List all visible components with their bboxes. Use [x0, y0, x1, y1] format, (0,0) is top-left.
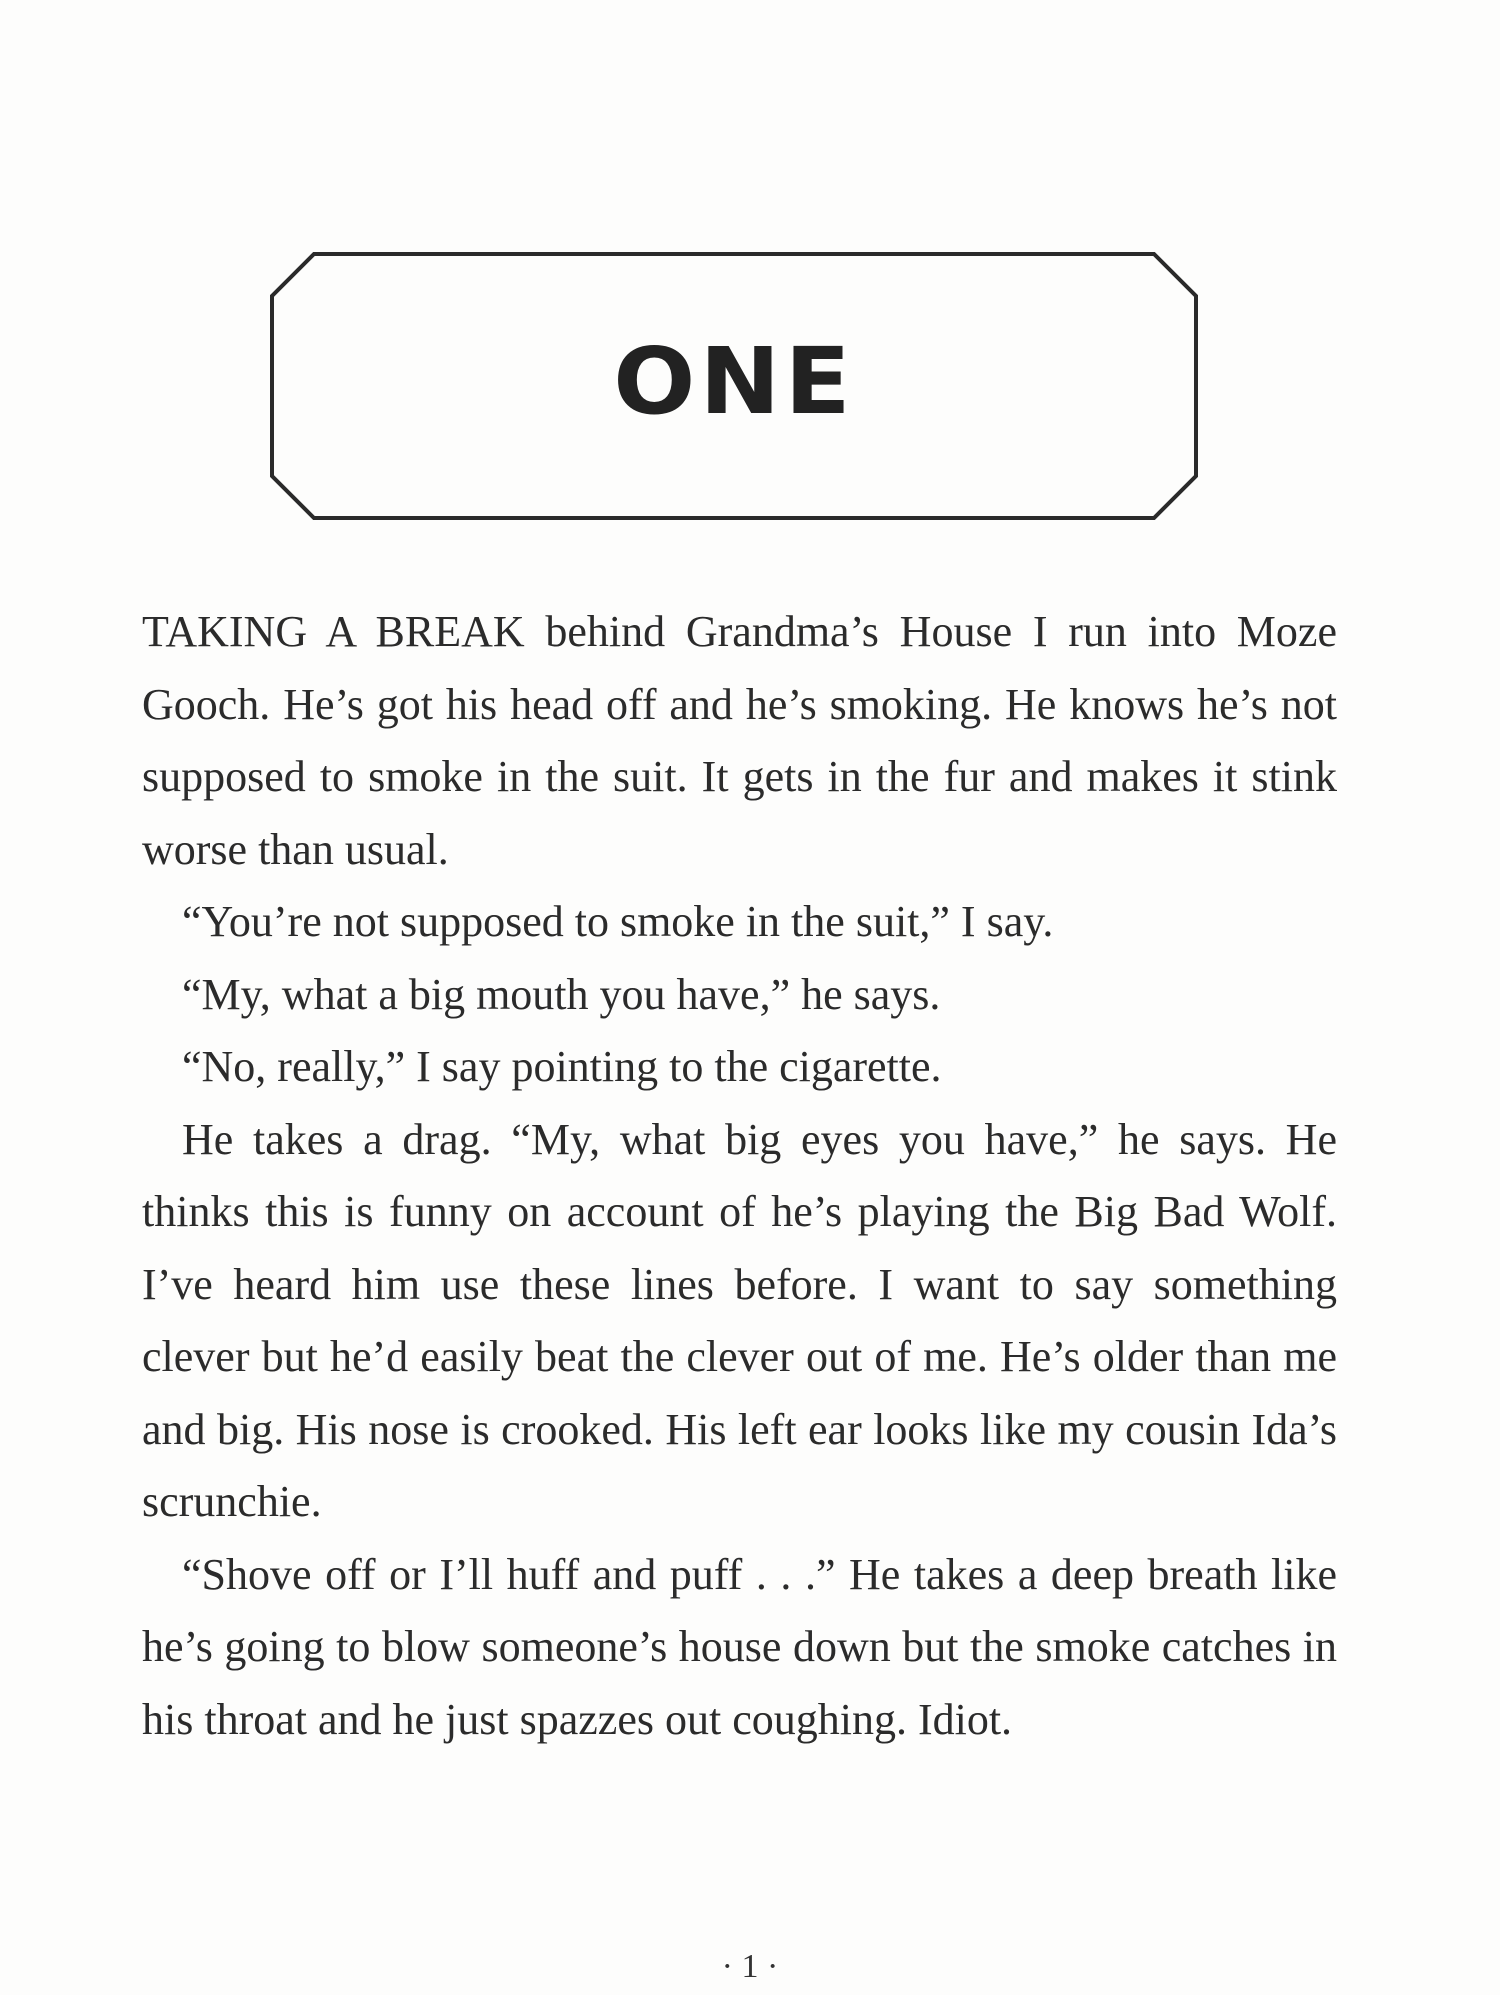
paragraph-1-text: behind Grandma’s House I run into Moze Gooch. He’s got his head off and he’s smoking. He knows he’s not supposed to smoke in the suit. It gets in the fur and makes it stink worse than usual.: [142, 607, 1337, 874]
chapter-body-text: [142, 596, 1337, 1756]
paragraph-3: “My, what a big mouth you have,” he says.: [182, 969, 941, 1019]
run-in-caps: TAKING A BREAK: [142, 607, 525, 656]
paragraph-4: “No, really,” I say pointing to the cigarette.: [182, 1042, 942, 1091]
paragraph-5: He takes a drag. “My, what big eyes you have,” he says. He thinks this is funny on account of he’s playing the Big Bad Wolf. I’ve heard him use these lines before. I want to say something clever but he’d easily beat the clever out of me. He’s older than me and big. His nose is crooked. His left ear looks like my cousin Ida’s scrunchie.: [142, 1114, 1337, 1526]
paragraph-2: “You’re not supposed to smoke in the suit,” I say.: [182, 897, 1054, 946]
paragraph-6: “Shove off or I’ll huff and puff . . .” He takes a deep breath like he’s going to blow someone’s house down but the smoke catches in his throat and he just spazzes out coughing. Idiot.: [142, 1549, 1337, 1744]
paragraph-1: [142, 596, 1337, 886]
chapter-title: ONE: [613, 328, 855, 435]
chapter-heading-frame: [268, 250, 1200, 522]
page-number: · 1 ·: [721, 1948, 779, 1985]
